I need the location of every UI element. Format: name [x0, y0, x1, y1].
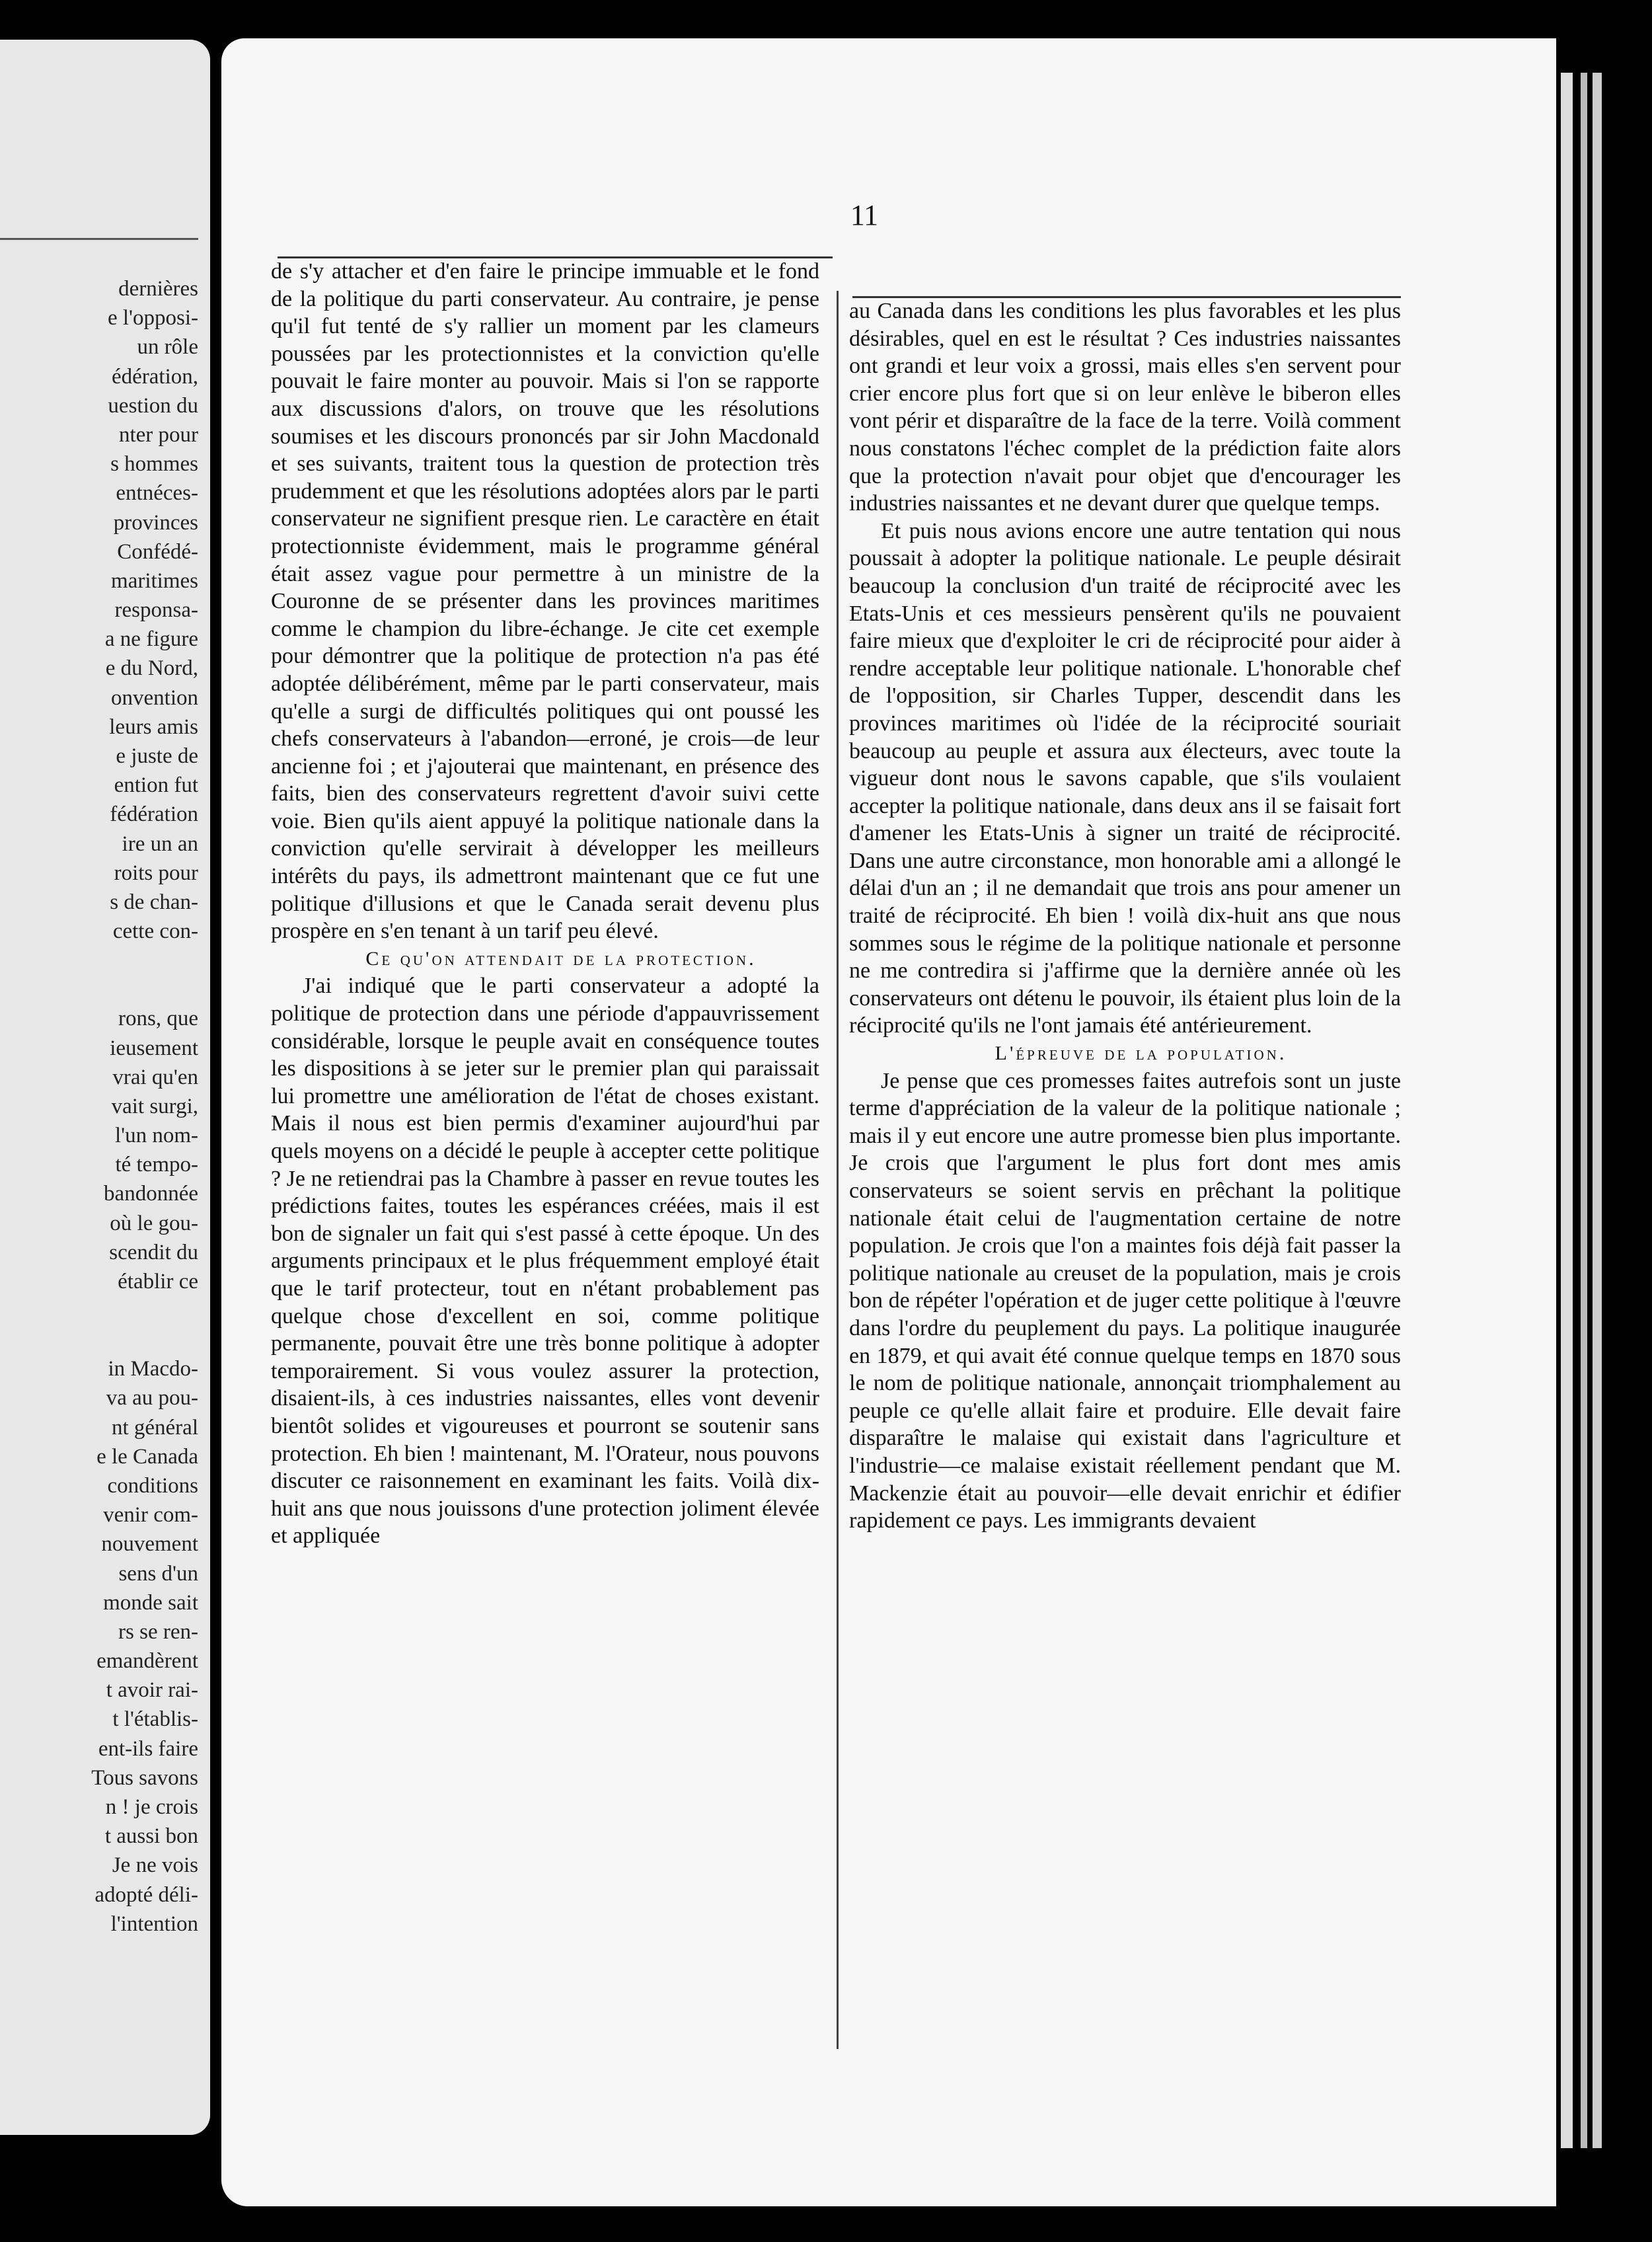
- left-page-text-fragments: [0, 274, 198, 1939]
- left-page-line: ent-ils faire: [98, 1736, 198, 1761]
- left-page-line: établir ce: [118, 1270, 198, 1294]
- left-page-line: bandonnée: [104, 1182, 198, 1206]
- left-page-line: un rôle: [137, 335, 198, 360]
- paragraph: de s'y attacher et d'en faire le principe immuable et le fond de la politique du parti conservateur. Au contraire, je pense qu'il fut tenté de s'y rallier un moment par les clameurs poussées par les protectionnistes et la conviction qu'elle pouvait le faire monter au pouvoir. Mais si l'on se rapporte aux discussions d'alors, on trouve que les résolutions soumises et les discours prononcés par sir John Macdonald et ses suivants, traitent tous la question de protection très prudemment et que les résolutions adoptées alors par le parti conservateur ne signifient presque rien. Le caractère en était protectionniste évidemment, mais le programme général était assez vague pour permettre à un ministre de la Couronne de se présenter dans les provinces maritimes comme le champion du libre-échange. Je cite cet exemple pour démontrer que la politique de protection n'a pas été adoptée délibérément, même par le parti conservateur, mais qu'elle a surgi de difficultés politiques qui ont poussé les chefs conservateurs à l'abandon—erroné, je crois—de leur ancienne foi ; et j'ajouterai que maintenant, en présence des faits, bien des conservateurs regrettent d'avoir suivi cette voie. Bien qu'ils aient appuyé la politique nationale dans la conviction qu'elle servirait à développer les meilleurs intérêts du pays, ils admettront maintenant que ce fut une politique d'illusions et que le Canada serait devenu plus prospère en s'en tenant à un tarif peu élevé.: [271, 259, 819, 944]
- paragraph: au Canada dans les conditions les plus favorables et les plus désirables, quel en est le résultat ? Ces industries naissantes ont grandi et leur voix a grossi, mais elles s'en servent pour crier encore plus fort que si on leur enlève le biberon elles vont périr et disparaître de la face de la terre. Voilà comment nous constatons l'échec complet de la prédiction faite alors que la protection n'avait pour objet que d'encourager les industries naissantes et ne devant durer que quelque temps.: [849, 299, 1401, 516]
- left-page-line: scendit du: [109, 1240, 198, 1264]
- left-page-rule: [0, 238, 198, 240]
- left-page-line: rons, que: [118, 1007, 198, 1031]
- paragraph: Je pense que ces promesses faites autrefois sont un juste terme d'appréciation de la valeur de la politique nationale ; mais il y eut encore une autre promesse bien plus importante. Je crois que l'argument le plus fort dont mes amis conservateurs se soient servis en prêchant la politique nationale était celui de l'augmentation certaine de notre population. Je crois que l'on a maintes fois déjà fait passer la politique nationale au creuset de la population, mais je crois bon de répéter l'opération et de juger cette politique à l'œuvre dans l'ordre du peuplement du pays. La politique inaugurée en 1879, et qui avait été connue quelque temps en 1870 sous le nom de politique nationale, annonçait triomphalement au peuple ce qu'elle allait faire et produire. Elle devait faire disparaître le malaise qui existait dans l'agriculture et l'industrie—ce malaise existait réellement pendant que M. Mackenzie était au pouvoir—elle devait enrichir et édifier rapidement ce pays. Les immigrants devaient: [849, 1068, 1401, 1533]
- left-page-line: Confédé-: [117, 539, 198, 564]
- left-page-line: vait surgi,: [111, 1094, 198, 1118]
- left-page-line: nter pour: [118, 422, 198, 447]
- left-page-line: va au pou-: [106, 1386, 198, 1411]
- left-page-line: entnéces-: [116, 481, 198, 506]
- left-page-line: venir com-: [103, 1503, 198, 1527]
- left-page-line: adopté déli-: [94, 1882, 198, 1907]
- left-page-line: maritimes: [111, 568, 198, 593]
- section-heading: L'épreuve de la population.: [995, 1042, 1287, 1065]
- text-column-right: [849, 297, 1401, 1535]
- left-page-line: provinces: [113, 510, 198, 535]
- left-page-line: responsa-: [114, 598, 198, 623]
- section-heading: Ce qu'on attendait de la protection.: [365, 947, 757, 970]
- left-page-line: ieusement: [110, 1036, 198, 1060]
- left-page-line: [0, 1296, 198, 1354]
- left-page-line: e juste de: [116, 744, 198, 768]
- left-page-line: té tempo-: [115, 1153, 198, 1177]
- page-edge: [1561, 73, 1573, 2148]
- column-divider: [837, 291, 839, 2049]
- left-page-line: nouvement: [101, 1532, 198, 1557]
- left-page-line: édération,: [111, 364, 198, 389]
- left-page-line: dernières: [118, 277, 198, 301]
- left-page-line: t aussi bon: [104, 1824, 198, 1849]
- left-page-line: [0, 946, 198, 1004]
- page-edge: [1581, 73, 1587, 2148]
- left-page-line: roits pour: [114, 861, 198, 885]
- left-page-line: uestion du: [108, 393, 198, 418]
- paragraph: Et puis nous avions encore une autre tentation qui nous poussait à adopter la politique nationale. Le peuple désirait beaucoup la conclusion d'un traité de réciprocité avec les Etats-Unis et ces messieurs pensèrent qu'ils ne pouvaient faire mieux que d'exploiter le cri de réciprocité pour aider à rendre acceptable leur politique nationale. L'honorable chef de l'opposition, sir Charles Tupper, descendit dans les provinces maritimes où l'idée de la réciprocité souriait beaucoup au peuple et assura aux électeurs, avec toute la vigueur dont nous le savons capable, que s'ils voulaient accepter la politique nationale, dans deux ans il se faisait fort d'amener les Etats-Unis à signer un traité de réciprocité. Dans une autre circonstance, mon honorable ami a allongé le délai d'un an ; il ne demandait que trois ans pour amener un traité de réciprocité. Eh bien ! voilà dix-huit ans que nous sommes sous le régime de la politique nationale et personne ne me contredira si j'affirme que la dernière année où les conservateurs ont détenu le pouvoir, ils étaient plus loin de la réciprocité qu'ils ne l'ont jamais été antérieurement.: [849, 518, 1401, 1038]
- left-page-line: fédération: [110, 802, 198, 827]
- left-page-line: ire un an: [122, 831, 198, 856]
- left-page-line: s hommes: [110, 452, 198, 477]
- left-page-line: e le Canada: [96, 1444, 198, 1469]
- page-edge: [1593, 73, 1602, 2148]
- left-page-line: vrai qu'en: [112, 1065, 198, 1089]
- page-number: 11: [850, 199, 879, 231]
- left-page-line: nt général: [111, 1415, 198, 1440]
- left-page-line: s de chan-: [110, 890, 198, 914]
- left-page-line: rs se ren-: [118, 1619, 198, 1644]
- left-page-line: Je ne vois: [112, 1853, 198, 1878]
- left-page-line: e du Nord,: [105, 656, 198, 681]
- left-page-line: leurs amis: [109, 715, 198, 739]
- paragraph: J'ai indiqué que le parti conservateur a adopté la politique de protection dans une période d'appauvrissement considérable, lorsque le peuple avait en conséquence toutes les dispositions à se jeter sur le premier plan qui paraissait lui promettre une amélioration de l'état de choses existant. Mais il nous est bien permis d'examiner aujourd'hui par quels moyens on a décidé le peuple à accepter cette politique ? Je ne retiendrai pas la Chambre à passer en revue toutes les prédictions faites, toutes les espérances créées, mais il est bon de signaler un fait qui s'est passé à cette époque. Un des arguments principaux et le plus fréquemment employé était que le tarif protecteur, tout en n'étant probablement pas quelque chose d'excellent en soi, comme politique permanente, pouvait être une très bonne politique à adopter temporairement. Si vous voulez assurer la protection, disaient-ils, à ces industries naissantes, elles vont devenir bientôt solides et vigoureuses et pourront se soutenir sans protection. Eh bien ! maintenant, M. l'Orateur, nous pouvons discuter ce raisonnement en examinant les faits. Voilà dix-huit ans que nous jouissons d'une protection joliment élevée et appliquée: [271, 974, 819, 1549]
- left-page-line: t avoir rai-: [106, 1678, 198, 1703]
- left-page-line: sens d'un: [118, 1561, 198, 1586]
- left-page-line: a ne figure: [104, 627, 198, 652]
- left-page-line: emandèrent: [96, 1649, 198, 1674]
- left-page-line: onvention: [111, 685, 198, 710]
- left-page-line: monde sait: [103, 1590, 198, 1615]
- left-facing-page: [0, 40, 210, 2135]
- left-page-line: l'un nom-: [114, 1124, 198, 1148]
- left-page-line: cette con-: [112, 919, 198, 944]
- left-page-line: l'intention: [110, 1912, 198, 1936]
- left-page-line: conditions: [107, 1473, 198, 1498]
- left-page-line: in Macdo-: [108, 1357, 198, 1381]
- left-page-line: ention fut: [114, 773, 198, 798]
- left-page-line: t l'établis-: [112, 1707, 198, 1732]
- left-page-line: e l'opposi-: [107, 306, 198, 330]
- left-page-line: où le gou-: [110, 1211, 198, 1235]
- left-page-line: n ! je crois: [105, 1795, 198, 1819]
- left-page-line: Tous savons: [91, 1765, 198, 1790]
- text-column-left: [271, 258, 819, 1550]
